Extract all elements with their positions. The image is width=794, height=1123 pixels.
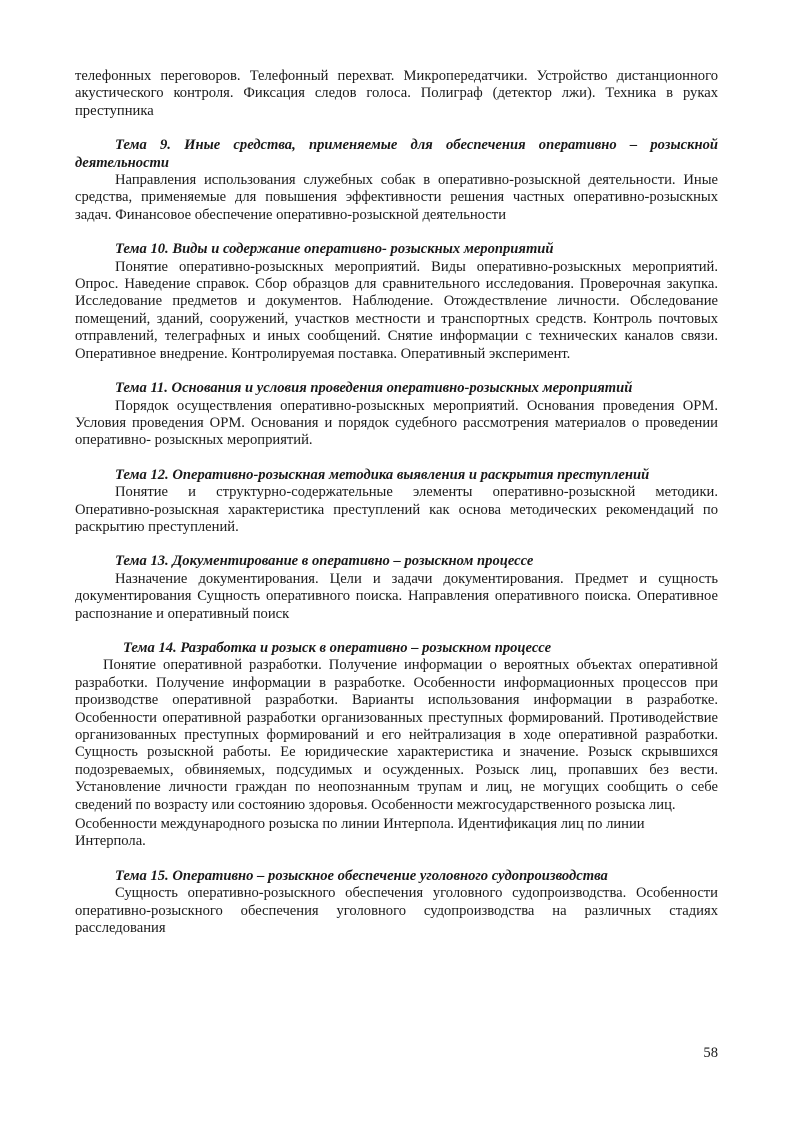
topic-heading: Тема 15. Оперативно – розыскное обеспечение уголовного судопроизводства <box>115 867 608 884</box>
topic-10 <box>75 241 718 363</box>
topic-heading: Тема 12. Оперативно-розыскная методика выявления и раскрытия преступлений <box>115 466 650 483</box>
topic-body: Понятие и структурно-содержательные элементы оперативно-розыскной методики. Оперативно-розыскная характеристика преступлений как основа методических рекомендаций по раскрытию преступлений. <box>75 484 718 535</box>
topic-heading: Тема 10. Виды и содержание оперативно- розыскных мероприятий <box>115 241 554 258</box>
topic-body: Понятие оперативной разработки. Получение информации о вероятных объектах оперативной разработки. Получение информации в разработке. Особенности информационных процессов при производстве оперативной разработки. Варианты использования информации в разработке. Особенности оперативной разработки организованных преступных формирований. Противодействие организованных преступных формирований и его нейтрализация в ходе оперативной разработки. Сущность розыскной работы. Ее юридические характеристика и значение. Розыск скрывшихся подозреваемых, обвиняемых, подсудимых и осужденных. Розыск лиц, пропавших без вести. Установление личности граждан по неопознанным трупам и лиц, не могущих сообщить о себе сведений по возрасту или состоянию здоровья. Особенности межгосударственного розыска лиц. <box>75 657 718 813</box>
document-page <box>75 68 718 937</box>
topic-body-extra: Особенности международного розыска по линии Интерпола. Идентификация лиц по линии Интерпола. <box>75 816 645 850</box>
topic-11 <box>75 380 718 450</box>
topic-12 <box>75 467 718 537</box>
topic-body: Направления использования служебных собак в оперативно-розыскной деятельности. Иные средства, применяемые для повышения эффективности решения частных оперативно-розыскных задач. Финансовое обеспечение оперативно-розыскной деятельности <box>75 172 718 223</box>
topic-15 <box>75 868 718 938</box>
topic-body: Назначение документирования. Цели и задачи документирования. Предмет и сущность документирования Сущность оперативного поиска. Направления оперативного поиска. Оперативное распознание и оперативный поиск <box>75 570 718 622</box>
topic-heading: Тема 13. Документирование в оперативно – розыскном процессе <box>115 553 534 570</box>
continuation-paragraph: телефонных переговоров. Телефонный перехват. Микропередатчики. Устройство дистанционного акустического контроля. Фиксация следов голоса. Полиграф (детектор лжи). Техника в руках преступника <box>75 68 718 119</box>
page-number: 58 <box>703 1045 718 1061</box>
topic-body: Понятие оперативно-розыскных мероприятий. Виды оперативно-розыскных мероприятий. Опрос. Наведение справок. Сбор образцов для сравнительного исследования. Проверочная закупка. Исследование предметов и документов. Наблюдение. Отождествление личности. Обследование помещений, зданий, сооружений, участков местности и транспортных средств. Контроль почтовых отправлений, телеграфных и иных сообщений. Снятие информации с технических каналов связи. Оперативное внедрение. Контролируемая поставка. Оперативный эксперимент. <box>75 258 718 362</box>
topic-body: Порядок осуществления оперативно-розыскных мероприятий. Основания проведения ОРМ. Условия проведения ОРМ. Основания и порядок судебного рассмотрения материалов о проведении оперативно- розыскных мероприятий. <box>75 397 718 449</box>
topic-9 <box>75 137 718 224</box>
topic-heading: Тема 14. Разработка и розыск в оперативно – розыскном процессе <box>123 639 552 656</box>
topic-heading: Тема 9. Иные средства, применяемые для обеспечения оперативно – розыскной деятельности <box>75 137 718 171</box>
topic-14 <box>75 640 718 851</box>
topic-body: Сущность оперативно-розыскного обеспечения уголовного судопроизводства. Особенности оперативно-розыскного обеспечения уголовного судопроизводства на различных стадиях расследования <box>75 885 718 937</box>
topic-heading: Тема 11. Основания и условия проведения оперативно-розыскных мероприятий <box>115 380 633 397</box>
topic-13 <box>75 553 718 623</box>
